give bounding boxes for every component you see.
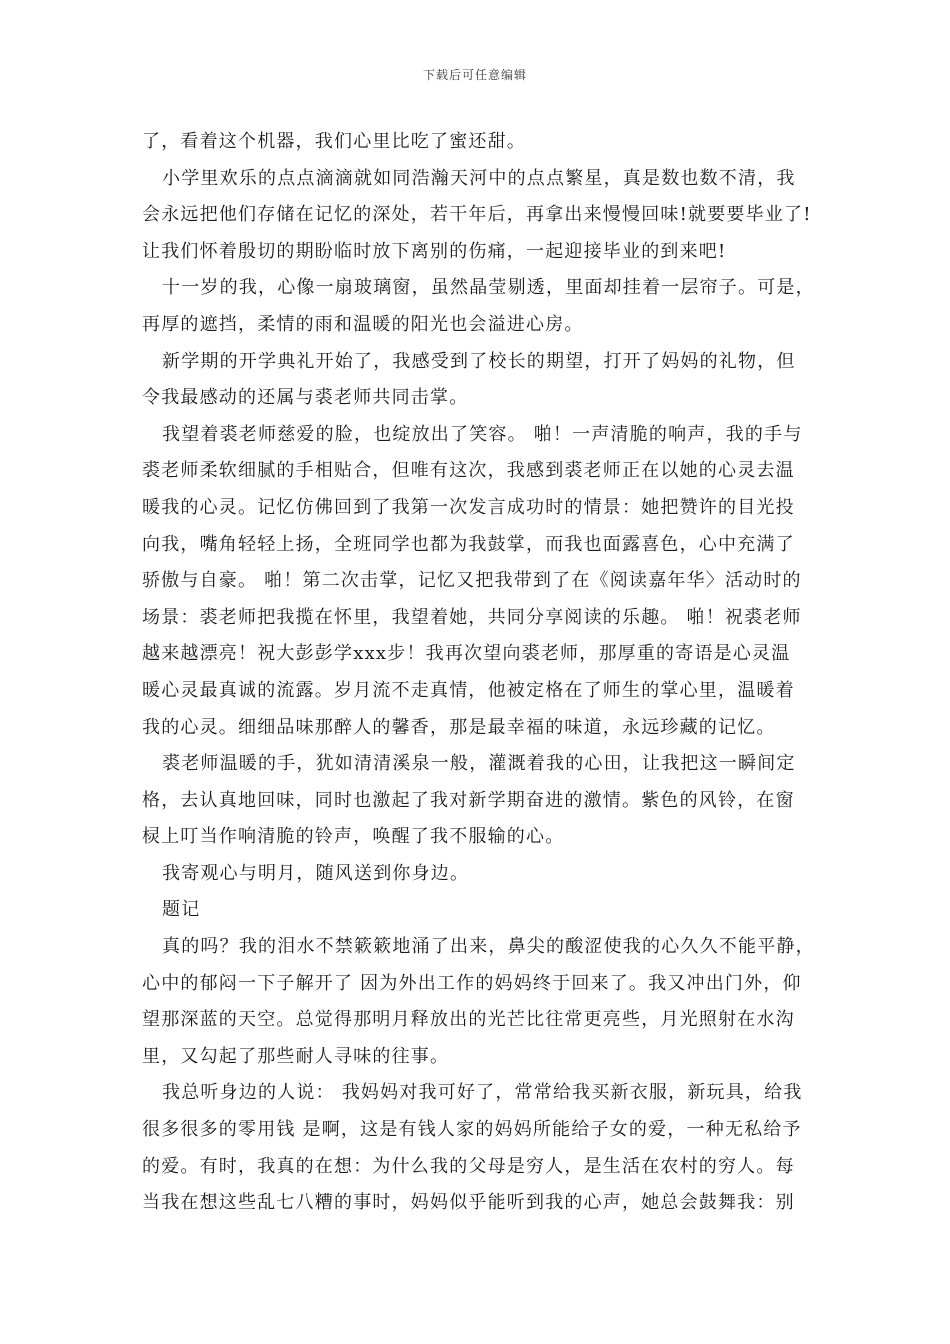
- text-line: 会永远把他们存储在记忆的深处，若干年后，再拿出来慢慢回味!就要要毕业了!: [142, 204, 812, 226]
- text-line: 题记: [162, 899, 201, 921]
- text-line: 新学期的开学典礼开始了，我感受到了校长的期望，打开了妈妈的礼物，但: [162, 350, 796, 372]
- page-header: 下载后可任意编辑: [422, 68, 527, 82]
- text-line: 再厚的遮挡，柔情的雨和温暖的阳光也会溢进心房。: [142, 313, 584, 335]
- text-line: 棂上叮当作响清脆的铃声，唤醒了我不服输的心。: [142, 826, 565, 848]
- text-line: 真的吗？我的泪水不禁簌簌地涌了出来，鼻尖的酸涩使我的心久久不能平静，: [162, 936, 815, 958]
- text-line: 暖我的心灵。记忆仿佛回到了我第一次发言成功时的情景：她把赞许的目光投: [142, 496, 795, 518]
- document-body: [142, 124, 822, 1222]
- text-line: 了，看着这个机器，我们心里比吃了蜜还甜。: [142, 131, 526, 152]
- text-line: 裘老师柔软细腻的手相贴合，但唯有这次，我感到裘老师正在以她的心灵去温: [142, 460, 795, 482]
- text-line: 格，去认真地回味，同时也激起了我对新学期奋进的激情。紫色的风铃，在窗: [142, 789, 795, 811]
- text-line: 小学里欢乐的点点滴滴就如同浩瀚天河中的点点繁星，真是数也数不清，我: [162, 167, 796, 189]
- text-line: 十一岁的我，心像一扇玻璃窗，虽然晶莹剔透，里面却挂着一层帘子。可是，: [162, 277, 815, 299]
- text-line: 让我们怀着殷切的期盼临时放下离别的伤痛，一起迎接毕业的到来吧!: [142, 240, 727, 262]
- text-line: 暖心灵最真诚的流露。岁月流不走真情，他被定格在了师生的掌心里，温暖着: [142, 679, 795, 701]
- text-line: 的爱。有时，我真的在想：为什么我的父母是穷人，是生活在农村的穷人。每: [142, 1155, 795, 1177]
- text-line: 越来越漂亮！祝大彭彭学xxx步！我再次望向裘老师，那厚重的寄语是心灵温: [142, 643, 791, 665]
- text-line: 当我在想这些乱七八糟的事时，妈妈似乎能听到我的心声，她总会鼓舞我：别: [142, 1192, 795, 1214]
- text-line: 我寄观心与明月，随风送到你身边。: [162, 862, 470, 884]
- text-line: 裘老师温暖的手，犹如清清溪泉一般，灌溉着我的心田，让我把这一瞬间定: [162, 753, 796, 775]
- text-line: 令我最感动的还属与裘老师共同击掌。: [142, 387, 469, 409]
- text-line: 很多很多的零用钱 是啊，这是有钱人家的妈妈所能给子女的爱，一种无私给予: [142, 1119, 802, 1141]
- text-line: 骄傲与自豪。 啪！第二次击掌，记忆又把我带到了在《阅读嘉年华〉活动时的: [142, 570, 802, 592]
- text-line: 我总听身边的人说： 我妈妈对我可好了，常常给我买新衣服，新玩具，给我: [162, 1082, 803, 1104]
- text-line: 心中的郁闷一下子解开了 因为外出工作的妈妈终于回来了。我又冲出门外，仰: [142, 972, 802, 994]
- text-line: 我的心灵。细细品味那醉人的馨香，那是最幸福的味道，永远珍藏的记忆。: [142, 716, 776, 738]
- text-line: 里，又勾起了那些耐人寻味的往事。: [142, 1045, 450, 1067]
- text-line: 望那深蓝的天空。总觉得那明月释放出的光芒比往常更亮些，月光照射在水沟: [142, 1009, 795, 1031]
- text-line: 向我，嘴角轻轻上扬，全班同学也都为我鼓掌，而我也面露喜色，心中充满了: [142, 533, 795, 555]
- text-line: 场景：裘老师把我揽在怀里，我望着她，共同分享阅读的乐趣。 啪！祝裘老师: [142, 606, 802, 628]
- text-line: 我望着裘老师慈爱的脸，也绽放出了笑容。 啪！一声清脆的响声，我的手与: [162, 423, 803, 445]
